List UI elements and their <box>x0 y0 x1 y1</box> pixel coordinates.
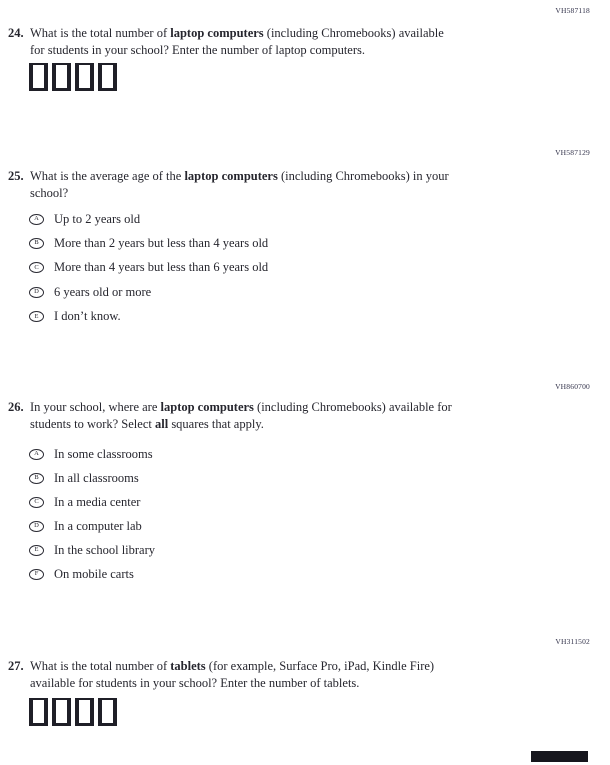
text-segment: What is the total number of <box>30 26 171 40</box>
question-26-option-e[interactable] <box>29 538 155 562</box>
text-segment-bold: tablets <box>170 659 206 673</box>
text-segment: students to work? Select <box>30 416 155 431</box>
question-26-options <box>29 442 155 586</box>
question-27-accession-code: VH311502 <box>555 637 590 646</box>
option-label: In a media center <box>54 494 141 509</box>
option-label: In some classrooms <box>54 446 153 461</box>
question-25-text <box>30 168 449 201</box>
digit-box-2[interactable] <box>52 63 71 91</box>
question-26-option-b[interactable] <box>29 466 155 490</box>
text-segment: In your school, where are <box>30 400 161 414</box>
answer-bubble-icon[interactable]: D <box>29 521 44 532</box>
text-segment: for students in your school? Enter the number of laptop computers. <box>30 42 365 57</box>
answer-bubble-icon[interactable]: B <box>29 473 44 484</box>
option-label: In the school library <box>54 542 156 557</box>
question-25-option-a[interactable] <box>29 207 268 231</box>
question-24-line-2 <box>30 42 444 59</box>
option-label: In all classrooms <box>54 470 139 485</box>
option-label: 6 years old or more <box>54 284 152 299</box>
question-26-option-a[interactable] <box>29 442 155 466</box>
answer-bubble-icon[interactable]: A <box>29 214 44 225</box>
digit-box-4[interactable] <box>98 63 117 91</box>
text-segment: (including Chromebooks) in your <box>277 169 449 183</box>
question-26 <box>8 399 568 432</box>
question-25-line-2 <box>30 185 449 202</box>
question-24-digit-entry <box>29 63 121 91</box>
text-segment: What is the average age of the <box>30 169 185 183</box>
text-segment: (for example, Surface Pro, iPad, Kindle Fire) <box>205 659 435 673</box>
question-24-number: 24. <box>8 26 24 40</box>
question-27-text <box>30 658 434 691</box>
option-label: On mobile carts <box>54 566 134 581</box>
question-25-options <box>29 207 268 329</box>
question-24-text <box>30 25 444 58</box>
question-25-option-b[interactable] <box>29 231 268 255</box>
question-26-text <box>30 399 452 432</box>
text-segment: school? <box>30 185 69 200</box>
question-24 <box>8 25 568 58</box>
option-label: More than 2 years but less than 4 years old <box>54 236 269 251</box>
answer-bubble-icon[interactable]: D <box>29 287 44 298</box>
question-25-line-1 <box>30 168 449 185</box>
question-25-accession-code: VH587129 <box>555 148 590 157</box>
answer-bubble-icon[interactable]: C <box>29 262 44 273</box>
question-26-accession-code: VH860700 <box>555 382 590 391</box>
question-25 <box>8 168 568 201</box>
option-label: I don’t know. <box>54 309 121 324</box>
digit-box-3[interactable] <box>75 63 94 91</box>
question-25-number: 25. <box>8 169 24 183</box>
option-label: In a computer lab <box>54 518 142 533</box>
text-segment: available for students in your school? Enter the number of tablets. <box>30 675 360 690</box>
question-24-accession-code: VH587118 <box>555 6 590 15</box>
text-segment: (including Chromebooks) available <box>263 26 444 40</box>
answer-bubble-icon[interactable]: C <box>29 497 44 508</box>
digit-box-3[interactable] <box>75 698 94 726</box>
page-continue-marker <box>531 751 588 762</box>
question-27-line-1 <box>30 658 434 675</box>
digit-box-4[interactable] <box>98 698 117 726</box>
digit-box-1[interactable] <box>29 698 48 726</box>
answer-bubble-icon[interactable]: E <box>29 311 44 322</box>
question-25-option-c[interactable] <box>29 256 268 280</box>
answer-bubble-icon[interactable]: B <box>29 238 44 249</box>
question-25-option-e[interactable] <box>29 305 268 329</box>
text-segment-bold: all <box>154 416 169 431</box>
text-segment-bold: laptop computers <box>170 26 264 40</box>
question-26-option-d[interactable] <box>29 514 155 538</box>
question-26-option-c[interactable] <box>29 490 155 514</box>
question-26-number: 26. <box>8 400 24 414</box>
answer-bubble-icon[interactable]: E <box>29 545 44 556</box>
question-27-number: 27. <box>8 659 24 673</box>
question-25-option-d[interactable] <box>29 280 268 304</box>
question-24-line-1 <box>30 25 444 42</box>
question-27-line-2 <box>30 675 434 692</box>
option-label: Up to 2 years old <box>54 211 141 226</box>
question-26-line-1 <box>30 399 452 416</box>
text-segment: squares that apply. <box>168 416 264 431</box>
digit-box-2[interactable] <box>52 698 71 726</box>
answer-bubble-icon[interactable]: F <box>29 569 44 580</box>
text-segment: (including Chromebooks) available for <box>253 400 452 414</box>
text-segment: What is the total number of <box>30 659 171 673</box>
answer-bubble-icon[interactable]: A <box>29 449 44 460</box>
option-label: More than 4 years but less than 6 years old <box>54 260 269 275</box>
question-26-option-f[interactable] <box>29 562 155 586</box>
question-26-line-2 <box>30 416 452 433</box>
question-27-digit-entry <box>29 698 121 726</box>
question-27 <box>8 658 568 691</box>
digit-box-1[interactable] <box>29 63 48 91</box>
text-segment-bold: laptop computers <box>160 400 254 414</box>
text-segment-bold: laptop computers <box>184 169 278 183</box>
